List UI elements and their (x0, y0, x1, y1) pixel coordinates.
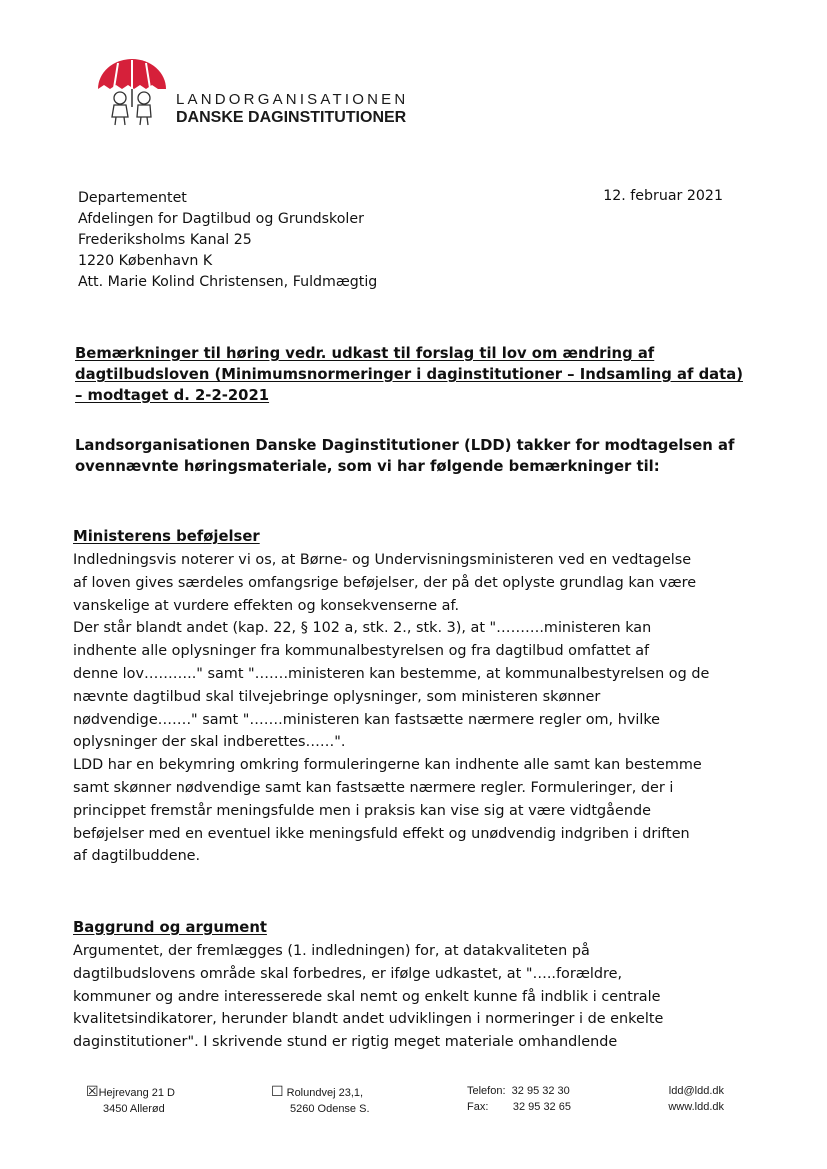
umbrella-children-logo-icon (96, 55, 168, 127)
body-line: vanskelige at vurdere effekten og konsekvenserne af. (73, 597, 460, 614)
footer-address-rolundvej (271, 1083, 370, 1117)
body-line: kvalitetsindikatorer, herunder blandt andet udviklingen i normeringer i de enkelte (73, 1011, 664, 1028)
fax-label: Fax: (467, 1101, 489, 1113)
body-line: princippet fremstår meningsfulde men i praksis kan vise sig at være vidtgående (73, 802, 651, 819)
fax-number: 32 95 32 65 (512, 1101, 571, 1113)
body-line: samt skønner nødvendige samt kan fastsætte nærmere regler. Formuleringer, der i (73, 779, 674, 796)
body-line: dagtilbudslovens område skal forbedres, er ifølge udkastet, at "…..forældre, (73, 965, 623, 982)
org-name-line2: DANSKE DAGINSTITUTIONER (176, 109, 407, 126)
body-line: LDD har en bekymring omkring formuleringerne kan indhente alle samt kan bestemme (73, 757, 702, 774)
phone-number: 32 95 32 30 (511, 1085, 570, 1097)
body-line: beføjelser med en eventuel ikke meningsfuld effekt og unødvendig indgriben i driften (73, 825, 690, 842)
body-line: kommuner og andre interesserede skal nemt og enkelt kunne få indblik i centrale (73, 988, 661, 1005)
section-heading-ministerens-befoejelser: Ministerens beføjelser (73, 528, 260, 545)
address-line: Departementet (78, 190, 187, 206)
address-line: Att. Marie Kolind Christensen, Fuldmægtig (78, 274, 378, 290)
letter-date: 12. februar 2021 (603, 188, 723, 204)
mail-check-icon: ☒ (86, 1083, 99, 1099)
body-line: denne lov……….." samt "…….ministeren kan bestemme, at kommunalbestyrelsen og de (73, 665, 710, 682)
address-line: 1220 København K (78, 253, 213, 269)
section-body-baggrund-og-argument (73, 940, 753, 1054)
letter-subject: Bemærkninger til høring vedr. udkast til forslag til lov om ændring af dagtilbudsloven (Minimumsnormeringer i daginstitutioner – Indsamling af data) – modtaget d. 2-2-2021 (75, 345, 743, 404)
letter-intro: Landsorganisationen Danske Daginstitutioner (LDD) takker for modtagelsen af ovennævnte høringsmateriale, som vi har følgende bemærkninger til: (75, 437, 735, 475)
body-line: nævnte dagtilbud skal tilvejebringe oplysninger, som ministeren skønner (73, 688, 601, 705)
body-line: oplysninger der skal indberettes……". (73, 734, 346, 751)
section-body-ministerens-befoejelser (73, 549, 753, 868)
body-line: nødvendige……." samt "…….ministeren kan fastsætte nærmere regler om, hvilke (73, 711, 661, 728)
footer-contact (668, 1083, 724, 1115)
body-line: Indledningsvis noterer vi os, at Børne- og Undervisningsministeren ved en vedtagelse (73, 552, 692, 568)
footer-address-line: Hejrevang 21 D (98, 1087, 175, 1099)
address-line: Afdelingen for Dagtilbud og Grundskoler (78, 211, 364, 227)
footer-address-line: Rolundvej 23,1, (286, 1087, 364, 1099)
footer-email[interactable]: ldd@ldd.dk (668, 1085, 724, 1097)
footer-address-hejrevang (86, 1083, 175, 1117)
recipient-address (78, 188, 377, 293)
phone-label: Telefon: (467, 1085, 506, 1097)
body-line: daginstitutioner". I skrivende stund er rigtig meget materiale omhandlende (73, 1034, 618, 1051)
body-line: af loven gives særdeles omfangsrige beføjelser, der på det oplyste grundlag kan være (73, 574, 697, 591)
address-line: Frederiksholms Kanal 25 (78, 232, 252, 248)
checkbox-icon: ☐ (271, 1083, 284, 1099)
body-line: Argumentet, der fremlægges (1. indledningen) for, at datakvaliteten på (73, 943, 590, 959)
footer-website[interactable]: www.ldd.dk (668, 1101, 724, 1113)
body-line: af dagtilbuddene. (73, 848, 201, 865)
org-name-line1: LANDORGANISATIONEN (176, 91, 409, 108)
body-line: indhente alle oplysninger fra kommunalbestyrelsen og fra dagtilbud omfattet af (73, 643, 650, 660)
section-heading-baggrund-og-argument: Baggrund og argument (73, 919, 267, 936)
footer-address-line: 3450 Allerød (103, 1103, 165, 1115)
footer-phone-fax (467, 1083, 571, 1115)
body-line: Der står blandt andet (kap. 22, § 102 a, stk. 2., stk. 3), at "……….ministeren kan (73, 620, 652, 637)
footer-address-line: 5260 Odense S. (290, 1103, 370, 1115)
